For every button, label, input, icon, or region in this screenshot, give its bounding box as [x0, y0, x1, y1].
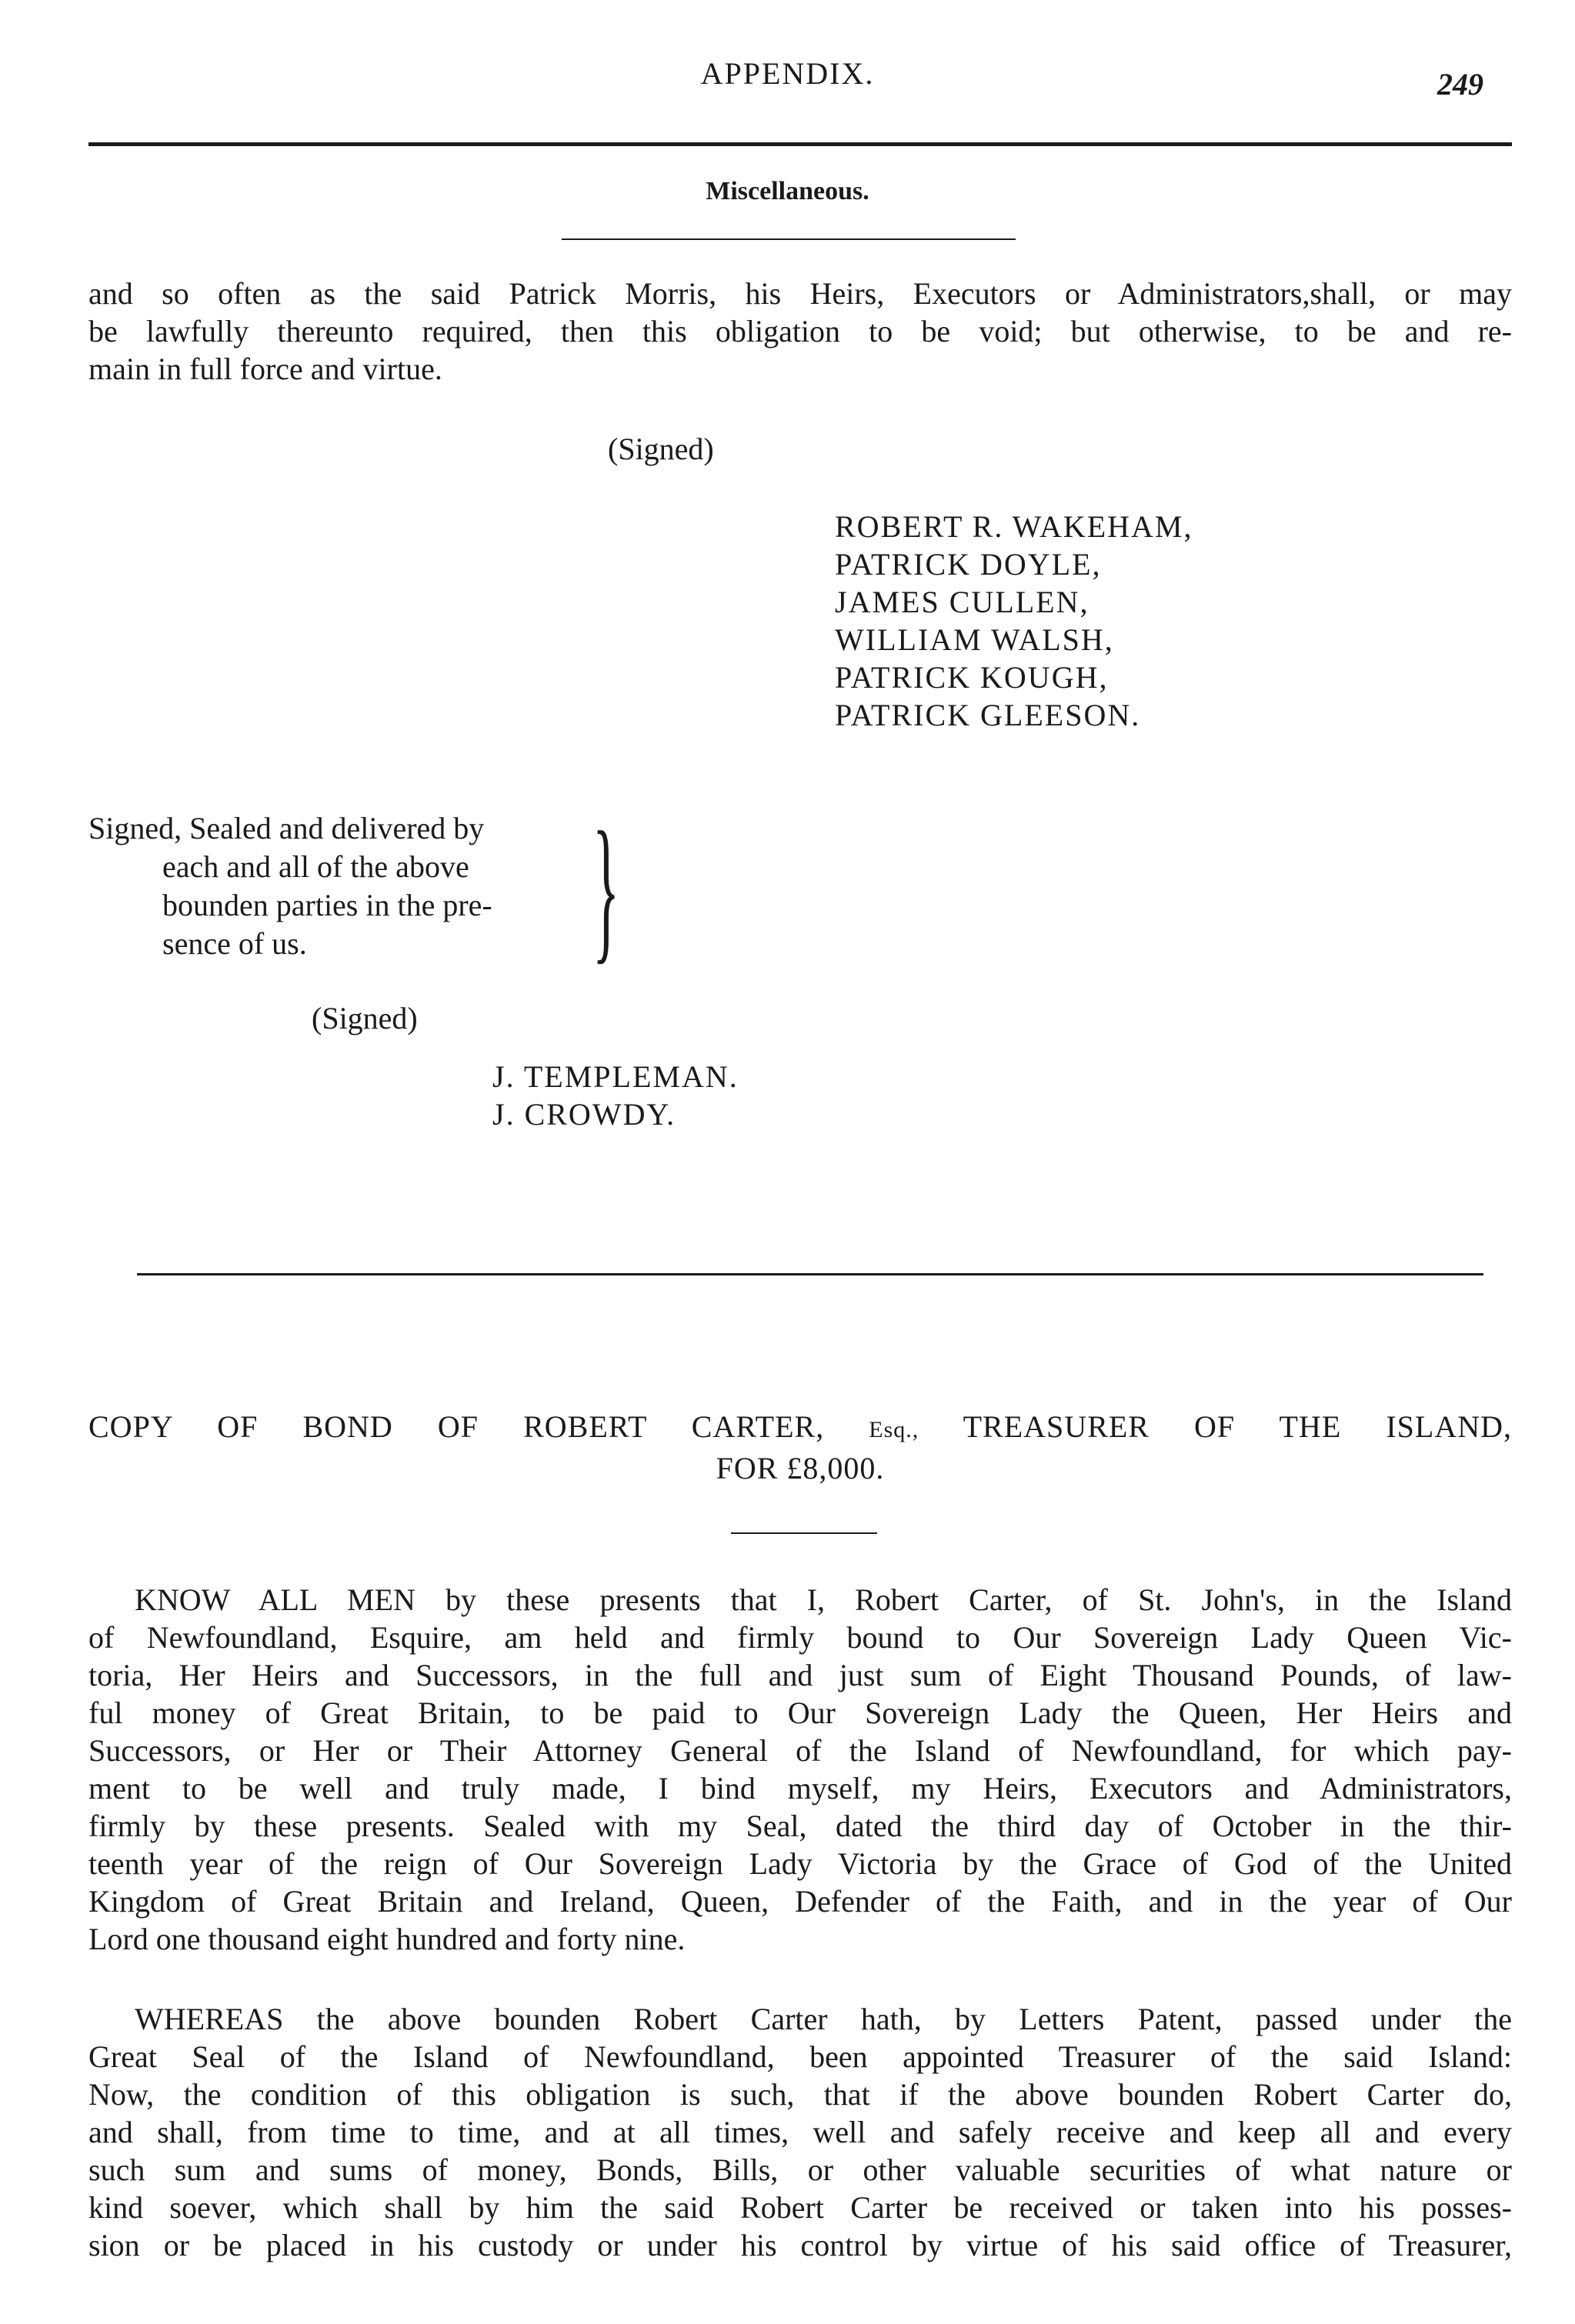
witness-clause-line: each and all of the above: [162, 849, 469, 884]
signatory-name: ROBERT R. WAKEHAM,: [835, 509, 1193, 544]
section-title-rule: [562, 238, 1016, 240]
bond-title-esq: Esq.,: [869, 1417, 919, 1442]
section-title: Miscellaneous.: [706, 177, 869, 205]
paragraph-line: and so often as the said Patrick Morris, his Heirs, Executors or Administrators,shall, or may: [88, 276, 1512, 311]
paragraph-line: KNOW ALL MEN by these presents that I, Robert Carter, of St. John's, in the Island: [135, 1582, 1512, 1617]
paragraph-line: and shall, from time to time, and at all times, well and safely receive and keep all and every: [88, 2115, 1512, 2149]
know-all-men-paragraph: [88, 1581, 1512, 1958]
signatory-name: PATRICK GLEESON.: [835, 698, 1141, 732]
signed-label: (Signed): [312, 1001, 418, 1035]
page-number: 249: [1437, 67, 1483, 102]
signatories-list: [835, 508, 1193, 734]
running-head: APPENDIX.: [700, 56, 875, 91]
header-rule: [88, 142, 1512, 146]
whereas-paragraph: [88, 2000, 1512, 2264]
paragraph-line: ful money of Great Britain, to be paid to Our Sovereign Lady the Queen, Her Heirs and: [88, 1695, 1512, 1730]
paragraph-line: Great Seal of the Island of Newfoundland, been appointed Treasurer of the said Island:: [88, 2039, 1512, 2074]
paragraph-line: Now, the condition of this obligation is such, that if the above bounden Robert Carter do,: [88, 2077, 1512, 2112]
bond-title: [88, 1408, 1512, 1488]
paragraph-line: sion or be placed in his custody or under his control by virtue of his said office of Treasurer,: [88, 2228, 1512, 2262]
paragraph-line: of Newfoundland, Esquire, am held and firmly bound to Our Sovereign Lady Queen Vic-: [88, 1620, 1512, 1655]
paragraph-line: ment to be well and truly made, I bind myself, my Heirs, Executors and Administrators,: [88, 1771, 1512, 1806]
bond-title-line: [88, 1408, 1512, 1449]
signed-label: (Signed): [608, 432, 714, 466]
signatory-name: PATRICK DOYLE,: [835, 547, 1102, 582]
paragraph-line: be lawfully thereunto required, then this obligation to be void; but otherwise, to be and re-: [88, 314, 1512, 348]
witnesses-list: [492, 1058, 739, 1133]
paragraph-line: Lord one thousand eight hundred and forty nine.: [88, 1922, 686, 1956]
witness-name: J. TEMPLEMAN.: [492, 1059, 739, 1094]
paragraph-line: WHEREAS the above bounden Robert Carter hath, by Letters Patent, passed under the: [135, 2002, 1512, 2036]
brace-glyph: }: [592, 799, 620, 978]
signatory-name: WILLIAM WALSH,: [835, 622, 1114, 657]
section-divider-rule: [137, 1273, 1483, 1275]
bond-title-rule: [731, 1532, 877, 1534]
witness-clause: [88, 809, 492, 963]
opening-paragraph: [88, 275, 1512, 388]
witness-clause-line: Signed, Sealed and delivered by: [88, 811, 485, 845]
witness-name: J. CROWDY.: [492, 1097, 676, 1132]
paragraph-line: teenth year of the reign of Our Sovereign Lady Victoria by the Grace of God of the United: [88, 1846, 1512, 1881]
witness-clause-line: bounden parties in the pre-: [162, 888, 492, 922]
paragraph-line: toria, Her Heirs and Successors, in the full and just sum of Eight Thousand Pounds, of law-: [88, 1658, 1512, 1692]
signatory-name: JAMES CULLEN,: [835, 585, 1089, 619]
paragraph-line: firmly by these presents. Sealed with my Seal, dated the third day of October in the thir-: [88, 1809, 1512, 1843]
bond-title-part: COPY OF BOND OF ROBERT CARTER,: [88, 1409, 825, 1444]
signatory-name: PATRICK KOUGH,: [835, 660, 1109, 695]
witness-clause-line: sence of us.: [162, 926, 307, 961]
paragraph-line: Kingdom of Great Britain and Ireland, Queen, Defender of the Faith, and in the year of Our: [88, 1884, 1512, 1919]
bond-title-line: FOR £8,000.: [716, 1451, 885, 1485]
paragraph-line: such sum and sums of money, Bonds, Bills, or other valuable securities of what nature or: [88, 2152, 1512, 2187]
paragraph-line: Successors, or Her or Their Attorney General of the Island of Newfoundland, for which pay-: [88, 1733, 1512, 1768]
paragraph-line: kind soever, which shall by him the said Robert Carter be received or taken into his posses-: [88, 2190, 1512, 2225]
bond-title-part: TREASURER OF THE ISLAND,: [963, 1409, 1513, 1444]
paragraph-line: main in full force and virtue.: [88, 352, 442, 386]
